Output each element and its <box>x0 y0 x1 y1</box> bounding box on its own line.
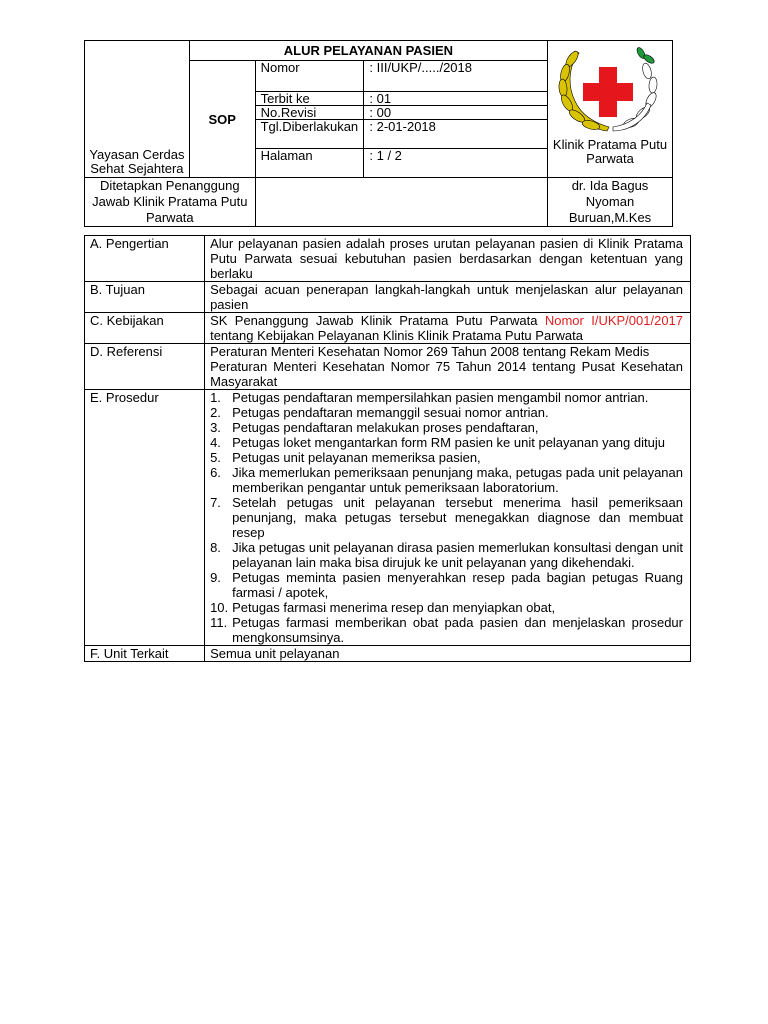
org-left-cell <box>85 41 190 178</box>
step-text: Petugas unit pelayanan memeriksa pasien, <box>232 450 481 465</box>
section-text-referensi <box>205 344 691 390</box>
prosedur-list <box>210 390 683 645</box>
section-text-prosedur <box>205 390 691 646</box>
section-label-prosedur: E. Prosedur <box>85 390 205 646</box>
ditetapkan-text: Ditetapkan Penanggung Jawab Klinik Pratama Putu Parwata <box>92 178 248 225</box>
step-text: Petugas pendaftaran melakukan proses pendaftaran, <box>232 420 539 435</box>
step-number: 7. <box>210 495 221 510</box>
prosedur-step <box>210 495 683 540</box>
signer-cell <box>548 178 673 227</box>
section-row-referensi <box>85 344 691 390</box>
sop-content-table <box>84 235 691 662</box>
section-row-kebijakan <box>85 313 691 344</box>
prosedur-step <box>210 390 683 405</box>
step-text: Jika memerlukan pemeriksaan penunjang maka, petugas pada unit pelayanan memberikan pengantar untuk pemeriksaan laboratorium. <box>232 465 683 495</box>
org-right-name: Klinik Pratama Putu Parwata <box>552 137 668 166</box>
step-text: Petugas meminta pasien menyerahkan resep pada bagian petugas Ruang farmasi / apotek, <box>232 570 683 600</box>
section-row-tujuan <box>85 282 691 313</box>
step-text: Petugas farmasi menerima resep dan menyiapkan obat, <box>232 600 556 615</box>
signer-name: dr. Ida Bagus Nyoman Buruan,M.Kes <box>568 178 652 225</box>
step-number: 4. <box>210 435 221 450</box>
meta-value-nomor: : III/UKP/...../2018 <box>364 61 548 92</box>
prosedur-step <box>210 600 683 615</box>
prosedur-step <box>210 540 683 570</box>
kebijakan-text-before: SK Penanggung Jawab Klinik Pratama Putu Parwata <box>210 313 545 328</box>
prosedur-step <box>210 435 683 450</box>
section-text-tujuan: Sebagai acuan penerapan langkah-langkah untuk menjelaskan alur pelayanan pasien <box>205 282 691 313</box>
prosedur-step <box>210 465 683 495</box>
section-row-pengertian <box>85 236 691 282</box>
section-text-pengertian: Alur pelayanan pasien adalah proses urutan pelayanan pasien di Klinik Pratama Putu Parwata sesuai kebutuhan pasien berdasarkan dengan ketentuan yang berlaku <box>205 236 691 282</box>
org-left-name: Yayasan Cerdas Sehat Sejahtera <box>89 147 185 176</box>
step-number: 11. <box>210 615 228 630</box>
signature-cell <box>255 178 547 227</box>
step-text: Petugas farmasi memberikan obat pada pasien dan menjelaskan prosedur mengkonsumsinya. <box>232 615 683 645</box>
step-number: 2. <box>210 405 221 420</box>
meta-key-halaman: Halaman <box>255 149 364 178</box>
section-row-prosedur <box>85 390 691 646</box>
step-number: 1. <box>210 390 221 405</box>
referensi-item: Peraturan Menteri Kesehatan Nomor 269 Tahun 2008 tentang Rekam Medis <box>210 344 650 359</box>
step-text: Jika petugas unit pelayanan dirasa pasien memerlukan konsultasi dengan unit pelayanan lain maka bisa dirujuk ke unit pelayanan yang dikehendaki. <box>232 540 683 570</box>
step-number: 3. <box>210 420 221 435</box>
step-number: 5. <box>210 450 221 465</box>
meta-value-revisi: : 00 <box>364 106 548 120</box>
red-cross-icon <box>548 43 672 138</box>
step-number: 8. <box>210 540 221 555</box>
section-text-kebijakan <box>205 313 691 344</box>
meta-value-tgl: : 2-01-2018 <box>364 120 548 149</box>
kebijakan-nomor-red: Nomor I/UKP/001/2017 <box>544 313 684 328</box>
prosedur-step <box>210 420 683 435</box>
meta-value-halaman: : 1 / 2 <box>364 149 548 178</box>
org-right-cell <box>548 41 673 178</box>
step-number: 9. <box>210 570 221 585</box>
section-label-unit: F. Unit Terkait <box>85 646 205 662</box>
prosedur-step <box>210 615 683 645</box>
step-number: 6. <box>210 465 221 480</box>
meta-key-revisi: No.Revisi <box>255 106 364 120</box>
sop-label: SOP <box>189 61 255 178</box>
prosedur-step <box>210 450 683 465</box>
prosedur-step <box>210 570 683 600</box>
prosedur-step <box>210 405 683 420</box>
kebijakan-text-after: tentang Kebijakan Pelayanan Klinis Klinik Pratama Putu Parwata <box>210 328 583 343</box>
meta-key-terbit: Terbit ke <box>255 92 364 106</box>
ditetapkan-cell <box>85 178 256 227</box>
step-number: 10. <box>210 600 229 615</box>
section-label-referensi: D. Referensi <box>85 344 205 390</box>
meta-key-nomor: Nomor <box>255 61 364 92</box>
document-title: ALUR PELAYANAN PASIEN <box>189 41 547 61</box>
step-text: Petugas loket mengantarkan form RM pasien ke unit pelayanan yang dituju <box>232 435 665 450</box>
section-label-kebijakan: C. Kebijakan <box>85 313 205 344</box>
section-text-unit: Semua unit pelayanan <box>205 646 691 662</box>
section-label-tujuan: B. Tujuan <box>85 282 205 313</box>
section-row-unit <box>85 646 691 662</box>
meta-value-terbit: : 01 <box>364 92 548 106</box>
referensi-item: Peraturan Menteri Kesehatan Nomor 75 Tahun 2014 tentang Pusat Kesehatan Masyarakat <box>210 359 683 389</box>
sop-header-table <box>84 40 673 227</box>
step-text: Petugas pendaftaran memanggil sesuai nomor antrian. <box>232 405 549 420</box>
step-text: Petugas pendaftaran mempersilahkan pasien mengambil nomor antrian. <box>232 390 649 405</box>
step-text: Setelah petugas unit pelayanan tersebut menerima hasil pemeriksaan penunjang, maka petugas tersebut menegakkan diagnose dan membuat resep <box>232 495 683 540</box>
meta-key-tgl: Tgl.Diberlakukan <box>255 120 364 149</box>
section-label-pengertian: A. Pengertian <box>85 236 205 282</box>
